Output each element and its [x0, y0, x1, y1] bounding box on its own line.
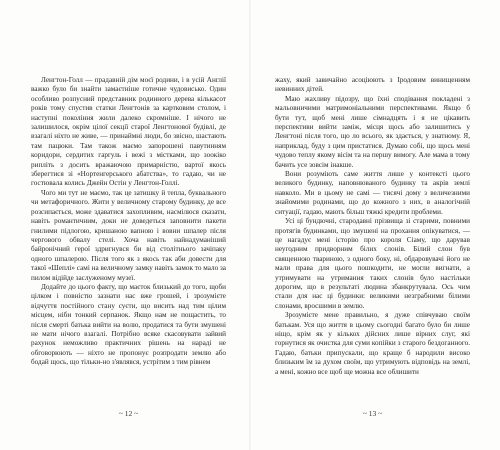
page-number-left: ~ 12 ~ [118, 409, 139, 418]
paragraph: Зрозумієте мене правильно, я дуже співчуваю своїм батькам. Уся що життя в цьому сьогодні багато було би лише ніщо, крім як у кількох дійсних лише вірних слуг, які горнутися як очистка для суми копійки з старого бездоганного. Гадаю, батьки припускали, що краще б народили високо близьким їм за духом своїм, що утримують відповідь на землі, а мені, кожно все щоб ще можна все облишити [275, 311, 470, 376]
paragraph: Чого ми тут не маємо, так це затишку й тепла, буквального чи метафоричного. Жити у величному старому будинку, де все розсипається, може здаватися захопливим, насмілюся сказати, навіть романтичним, доки не доведеться заповнити пакети гнилими підлогою, кришаною вапною і вовни шпалер після чергового обвалу стелі. Хоча навіть найнадуманіший байронічний герої здригнувся би від столітнього зачіпаку одного шпалерою. Після того як з якось так аби довести для такої «Шеплі» самі на величному замку навіть замок то мало за пилом відійде заслуженому музеї. [31, 188, 226, 282]
right-page-text [275, 76, 470, 377]
page-number-right: ~ 13 ~ [362, 409, 383, 418]
right-page [250, 0, 500, 450]
paragraph: Маю жахливу підозру, що їхні сподівання покладені з мальовничими матримоніальними перспективами. Якщо б бути тут, щоб мені лише сімнадцять і я не цікавить перспективи вийти заміж, місця щось або залишитись у Ленгтоні після того, що ло всього, як здається, у знатному. Я, наприклад, буду з цим пристатися. Думаю собі, що щось мені чудово теплу якому вісім та на першу вимогу. Але мама в тому бачить усе зовсім інакше. [275, 94, 470, 169]
paragraph: Вони розуміють саме життя лише у контексті цього великого будинку, наповнюваного будинку та акрів землі навколо. Ми в цьому не самі — тисячі дому з величезними знайомими родинами, що до кожного з них, в аналогічній ситуації, гадаю, мають більш тяжкі кредити проблеми. [275, 170, 470, 216]
paragraph-continued: жаху, який завичайно асоціюють з Іродовим винищенням невинних дітей. [275, 76, 470, 94]
paragraph: Ленгтон-Голл — прадавній дім моєї родини, і в усій Англії важко було би знайти замаєтніше готичне чудовисько. Один особливо розпусний представник родинного дерева кількасот років тому спустив статки Ленгтонів за картковим столом, і наступні покоління жили далеко скромніше. І нічого не залишилося, окрім цілої секції старої Ленгтонової будівлі, де взагалі ніхто не живе, — принаймні люди, бо звісно, шастають там пацюки. Там також маємо запорошені павутинням коридори, сердитих гаргуль і вежі з містками, що зоокіко рипліть з досить вражаючою примарністю, вартої якось зберегтися зі «Нортенгерського абатства», то гадаю, чи не гостювала колись Джейн Остін у Ленгтон-Голлі. [31, 76, 226, 188]
paragraph: Усі ці бундючні, стародавні прізвища зі старими, повними протягів будинками, що змушені на прохання опікуватися, — це нагадує мені історію про короля Сіаму, що дарував неугодним придворним білих слонів. Білий слон був священною твариною, з одного боку, ні, обдаровувачі його не мали права для цього пошкодити, не могли вигнати, а утримувати на утримання таких слонів було настільки дорогим, що в результаті людина збанкрутувала. Ось чим стали для нас ці будинки: великими незграбними білими слонами, вросшими в землю. [275, 217, 470, 310]
paragraph: Додайте до цього факту, що маєток близький до того, щоби цілком і повністю зазнати нас вже грошей, і зрозумієте відчуття постійного стану суєти, що висить над тим цілим місцем, ніби тонкий серпанок. Якщо нам не пощастить, то після смерті батька вийти на волю, продатися та бути змушені не мати нічого взагалі. Потрібно всяке скасовувати зайвий рахунок неможливо практичних рішень на нараді не обговорюють — ніхто не пропонує розпродати землю або бодай щось, що тільки-но з'являвся, устрітим з тим рівнем [31, 282, 226, 367]
left-page-text [31, 76, 226, 368]
